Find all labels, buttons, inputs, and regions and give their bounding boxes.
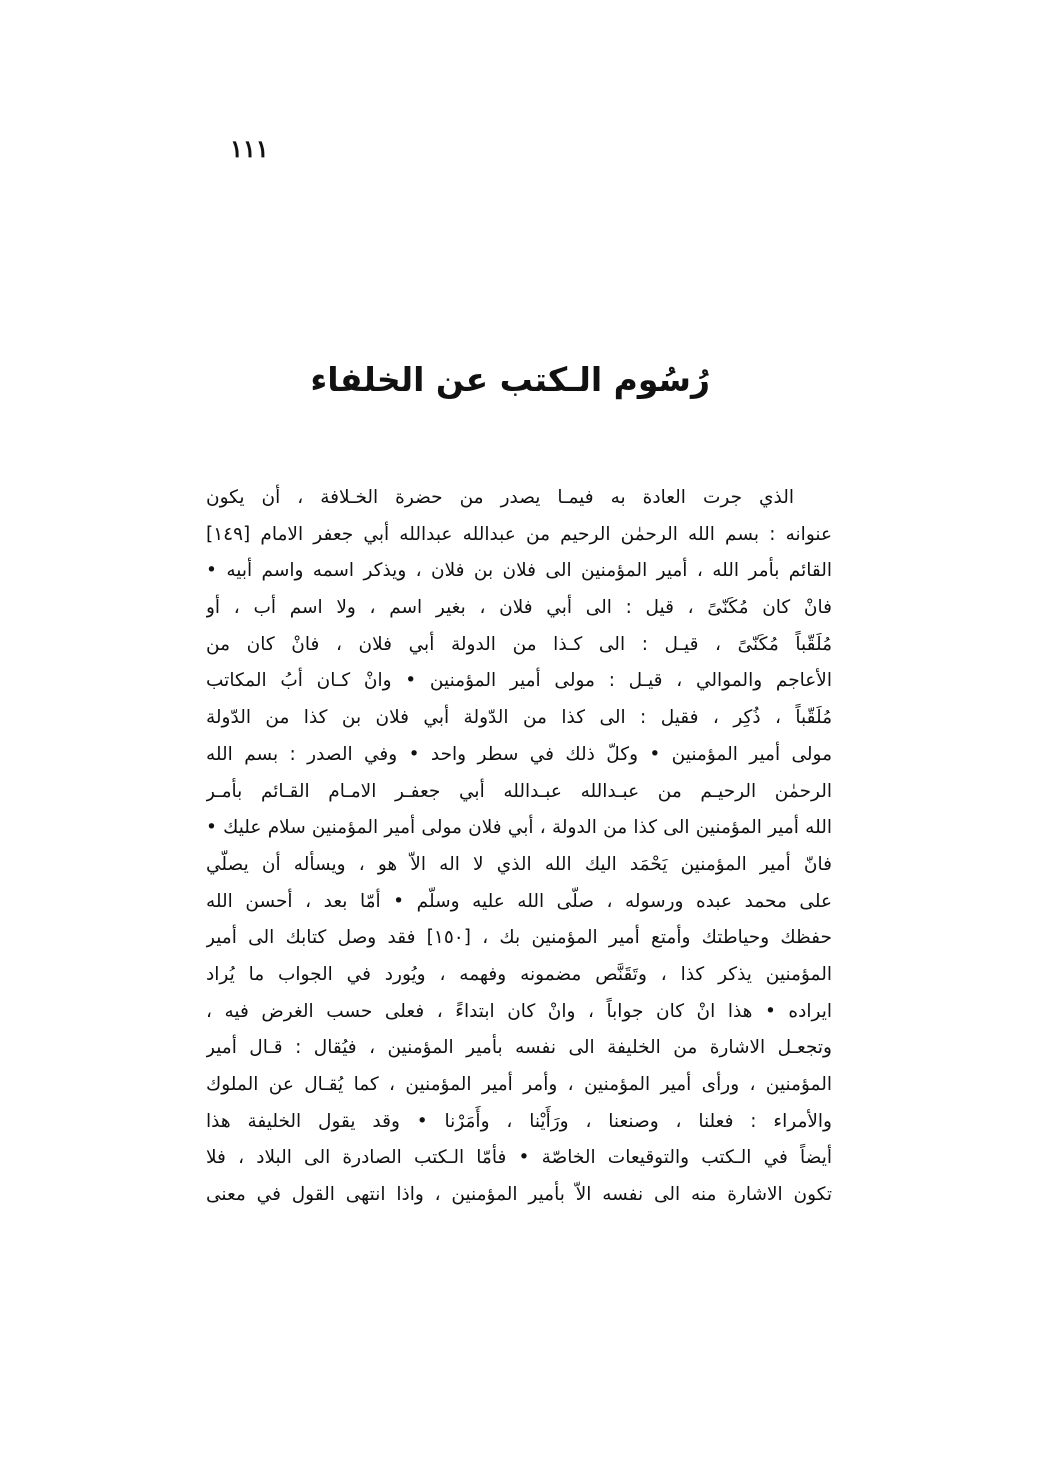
text-line: المؤمنين يذكر كذا ، وتَقَنَّص مضمونه وفهمه ، ويُورد في الجواب ما يُراد [206, 963, 832, 985]
text-line: وتجعـل الاشارة من الخليفة الى نفسه بأمير المؤمنين ، فيُقال : قـال أمير [206, 1037, 832, 1059]
text-line: على محمد عبده ورسوله ، صلّى الله عليه وسلّم • أمّا بعد ، أحسن الله [206, 890, 832, 912]
text-line: القائم بأمر الله ، أمير المؤمنين الى فلان بن فلان ، ويذكر اسمه واسم أبيه • [206, 560, 832, 582]
text-line: فانْ كان مُكَنّىً ، قيل : الى أبي فلان ، بغير اسم ، ولا اسم أب ، أو [206, 597, 832, 619]
text-line: فانّ أمير المؤمنين يَحْمَد اليك الله الذي لا اله الاّ هو ، ويسأله أن يصلّي [206, 853, 832, 875]
text-line: الذي جرت العادة به فيمـا يصدر من حضرة الخـلافة ، أن يكون [206, 487, 794, 508]
text-line: عنوانه : بسم الله الرحمٰن الرحيم من عبدالله عبدالله أبي جعفر الامام [١٤٩] [206, 523, 832, 545]
body-text [206, 480, 832, 1214]
text-line: مُلَقّباً ، ذُكِر ، فقيل : الى كذا من الدّولة أبي فلان بن كذا من الدّولة [206, 707, 832, 729]
chapter-heading: رُسُوم الـكتب عن الخلفاء [310, 360, 710, 399]
text-line: حفظك وحياطتك وأمتع أمير المؤمنين بك ، [١٥٠] فقد وصل كتابك الى أمير [206, 927, 832, 949]
text-line: والأمراء : فعلنا ، وصنعنا ، ورَأَيْنا ، وأَمَرْنا • وقد يقول الخليفة هذا [206, 1110, 832, 1132]
text-line: المؤمنين ، ورأى أمير المؤمنين ، وأمر أمير المؤمنين ، كما يُقـال عن الملوك [206, 1074, 832, 1095]
text-line: الأعاجم والموالي ، قيـل : مولى أمير المؤمنين • وانْ كـان أبُ المكاتب [206, 670, 832, 692]
page-number: ١١١ [230, 134, 269, 163]
text-line: ايراده • هذا انْ كان جواباً ، وانْ كان ابتداءً ، فعلى حسب الغرض فيه ، [206, 1000, 832, 1022]
text-line: مُلَقّباً مُكَنّىً ، قيـل : الى كـذا من الدولة أبي فلان ، فانْ كان من [206, 633, 832, 655]
text-line: مولى أمير المؤمنين • وكلّ ذلك في سطر واحد • وفي الصدر : بسم الله [206, 743, 832, 765]
text-line: الله أمير المؤمنين الى كذا من الدولة ، أبي فلان مولى أمير المؤمنين سلام عليك • [206, 817, 832, 839]
text-line: الرحمٰن الرحيـم من عبـدالله عبـدالله أبي جعفـر الامـام القـائم بأمـر [206, 780, 832, 802]
text-line: تكون الاشارة منه الى نفسه الاّ بأمير المؤمنين ، واذا انتهى القول في معنى [206, 1184, 832, 1206]
text-line: أيضاً في الـكتب والتوقيعات الخاصّة • فأمّا الـكتب الصادرة الى البلاد ، فلا [206, 1147, 832, 1169]
